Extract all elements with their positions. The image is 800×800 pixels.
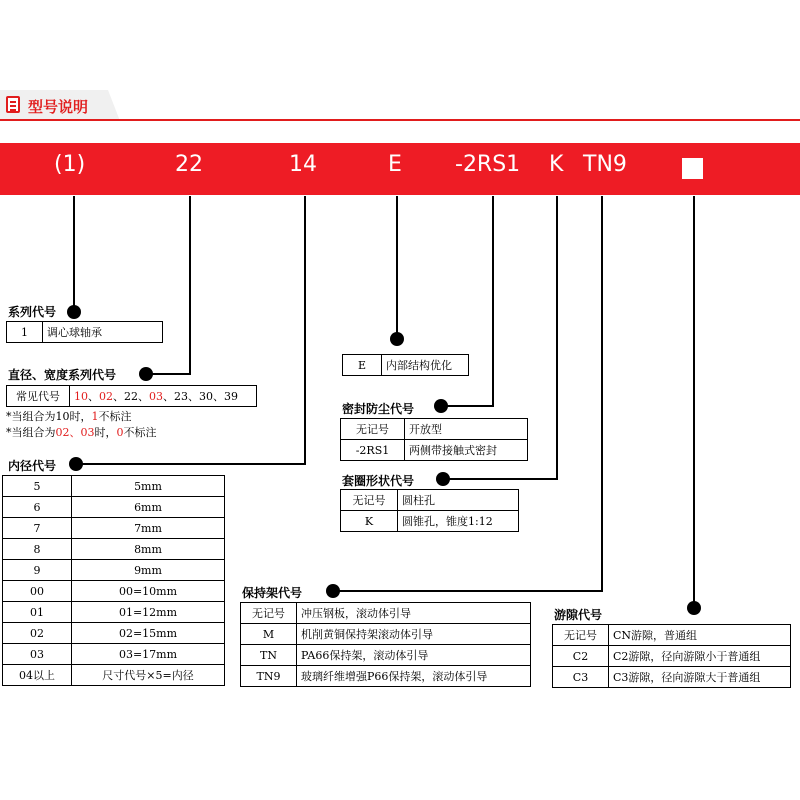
separator: 、	[113, 390, 124, 403]
table-row	[341, 490, 519, 511]
table-cell: 尺寸代号×5=内径	[72, 665, 225, 686]
table-cell: 00=10mm	[72, 581, 225, 602]
table-cell: 01=12mm	[72, 602, 225, 623]
width-code: 22	[124, 390, 138, 403]
ring-title: 套圈形状代号	[342, 474, 415, 488]
connector-ring	[556, 196, 558, 480]
connector-seal	[492, 196, 494, 407]
width-note-1	[6, 408, 132, 424]
table-cell: 7mm	[72, 518, 225, 539]
table-cell: PA66保持架，滚动体引导	[297, 645, 531, 666]
table-row	[553, 667, 791, 688]
code-ring: K	[549, 152, 564, 177]
table-cell: 6	[3, 497, 72, 518]
table-cell: 8	[3, 539, 72, 560]
bore-table	[2, 475, 225, 686]
table-cell: 6mm	[72, 497, 225, 518]
table-cell: 机削黄铜保持架滚动体引导	[297, 624, 531, 645]
table-cell: 调心球轴承	[43, 322, 163, 343]
cage-table	[240, 602, 531, 687]
table-row	[341, 419, 528, 440]
table-row	[553, 646, 791, 667]
table-cell: 7	[3, 518, 72, 539]
table-cell: K	[341, 511, 398, 532]
table-cell: 无记号	[341, 490, 398, 511]
connector-internal	[396, 196, 398, 339]
table-row	[3, 476, 225, 497]
table-row	[553, 625, 791, 646]
table-cell: 圆锥孔，锥度1:12	[398, 511, 519, 532]
series-title: 系列代号	[8, 305, 57, 319]
connector-dot-width	[139, 367, 153, 381]
table-cell: 1	[7, 322, 43, 343]
separator: 、	[138, 390, 149, 403]
width-code: 02	[99, 390, 113, 403]
connector-dot-series	[67, 305, 81, 319]
table-cell: CN游隙，普通组	[609, 625, 791, 646]
width-series-title: 直径、宽度系列代号	[8, 368, 117, 382]
table-cell: TN	[241, 645, 297, 666]
table-cell: 两侧带接触式密封	[405, 440, 528, 461]
table-cell: TN9	[241, 666, 297, 687]
connector-dot-ring	[436, 472, 450, 486]
table-row	[7, 386, 257, 407]
table-row	[3, 602, 225, 623]
internal-table	[342, 354, 469, 376]
bore-title: 内径代号	[8, 459, 57, 473]
table-cell: 8mm	[72, 539, 225, 560]
connector-ring-h	[446, 478, 558, 480]
table-row	[241, 666, 531, 687]
table-row	[3, 497, 225, 518]
table-cell: 玻璃纤维增强P66保持架，滚动体引导	[297, 666, 531, 687]
table-cell: 9mm	[72, 560, 225, 581]
table-cell: 00	[3, 581, 72, 602]
width-series-values	[70, 386, 257, 407]
table-row	[3, 665, 225, 686]
note-highlight: 02、03	[55, 426, 95, 439]
table-row	[241, 645, 531, 666]
table-row	[3, 623, 225, 644]
table-row	[241, 624, 531, 645]
code-seal: -2RS1	[455, 152, 521, 177]
clearance-title: 游隙代号	[554, 608, 603, 622]
table-cell: 04以上	[3, 665, 72, 686]
separator: 、	[188, 390, 199, 403]
table-cell: 内部结构优化	[382, 355, 469, 376]
note-text: 不标注	[123, 426, 157, 439]
table-cell: 开放型	[405, 419, 528, 440]
table-cell: C3	[553, 667, 609, 688]
connector-dot-cage	[326, 584, 340, 598]
section-header-underline	[0, 119, 800, 121]
note-highlight: 0	[116, 426, 124, 439]
table-cell: 5	[3, 476, 72, 497]
seal-title: 密封防尘代号	[342, 402, 415, 416]
seal-table	[340, 418, 528, 461]
width-code: 03	[149, 390, 163, 403]
note-highlight: 1	[91, 410, 99, 423]
note-text: *当组合为10时，	[6, 410, 92, 423]
table-cell: 03=17mm	[72, 644, 225, 665]
table-cell: 03	[3, 644, 72, 665]
table-row	[3, 539, 225, 560]
width-code: 30	[199, 390, 213, 403]
connector-cage-h	[336, 590, 603, 592]
width-note-2	[6, 424, 157, 440]
table-row	[341, 440, 528, 461]
table-cell: 无记号	[553, 625, 609, 646]
code-clearance-box	[682, 158, 703, 179]
table-cell: 无记号	[341, 419, 405, 440]
code-internal: E	[388, 152, 402, 177]
connector-series	[73, 196, 75, 313]
note-text: 时，	[94, 426, 117, 439]
table-cell: 无记号	[241, 603, 297, 624]
table-cell: 常见代号	[7, 386, 70, 407]
connector-clearance	[693, 196, 695, 606]
note-text: 不标注	[98, 410, 132, 423]
width-series-table	[6, 385, 257, 407]
separator: 、	[213, 390, 224, 403]
table-cell: 冲压钢板，滚动体引导	[297, 603, 531, 624]
section-title: 型号说明	[28, 98, 89, 116]
connector-dot-clearance	[687, 601, 701, 615]
note-text: *当组合为	[6, 426, 56, 439]
series-table	[6, 321, 163, 343]
code-width: 22	[175, 152, 203, 177]
table-row	[3, 560, 225, 581]
table-row	[3, 581, 225, 602]
connector-width-h	[150, 373, 191, 375]
clearance-table	[552, 624, 791, 688]
code-cage: TN9	[583, 152, 627, 177]
table-cell: C2	[553, 646, 609, 667]
table-cell: 02=15mm	[72, 623, 225, 644]
table-row	[343, 355, 469, 376]
connector-seal-h	[444, 405, 494, 407]
table-cell: 9	[3, 560, 72, 581]
table-cell: E	[343, 355, 382, 376]
connector-dot-seal	[434, 399, 448, 413]
width-code: 10	[74, 390, 88, 403]
code-bore: 14	[289, 152, 317, 177]
separator: 、	[88, 390, 99, 403]
width-code: 39	[224, 390, 238, 403]
code-series: (1)	[54, 152, 86, 177]
connector-bore-h	[78, 463, 306, 465]
cage-title: 保持架代号	[242, 586, 303, 600]
connector-dot-internal	[390, 332, 404, 346]
table-cell: C3游隙，径向游隙大于普通组	[609, 667, 791, 688]
table-row	[3, 518, 225, 539]
separator: 、	[163, 390, 174, 403]
connector-bore	[304, 196, 306, 465]
table-row	[7, 322, 163, 343]
table-cell: 圆柱孔	[398, 490, 519, 511]
table-cell: M	[241, 624, 297, 645]
table-cell: 5mm	[72, 476, 225, 497]
table-row	[3, 644, 225, 665]
table-cell: 01	[3, 602, 72, 623]
document-icon	[6, 96, 20, 113]
connector-dot-bore	[69, 457, 83, 471]
connector-cage	[601, 196, 603, 592]
width-code: 23	[174, 390, 188, 403]
table-row	[341, 511, 519, 532]
ring-table	[340, 489, 519, 532]
table-cell: -2RS1	[341, 440, 405, 461]
table-cell: C2游隙，径向游隙小于普通组	[609, 646, 791, 667]
table-cell: 02	[3, 623, 72, 644]
table-row	[241, 603, 531, 624]
connector-width	[189, 196, 191, 375]
